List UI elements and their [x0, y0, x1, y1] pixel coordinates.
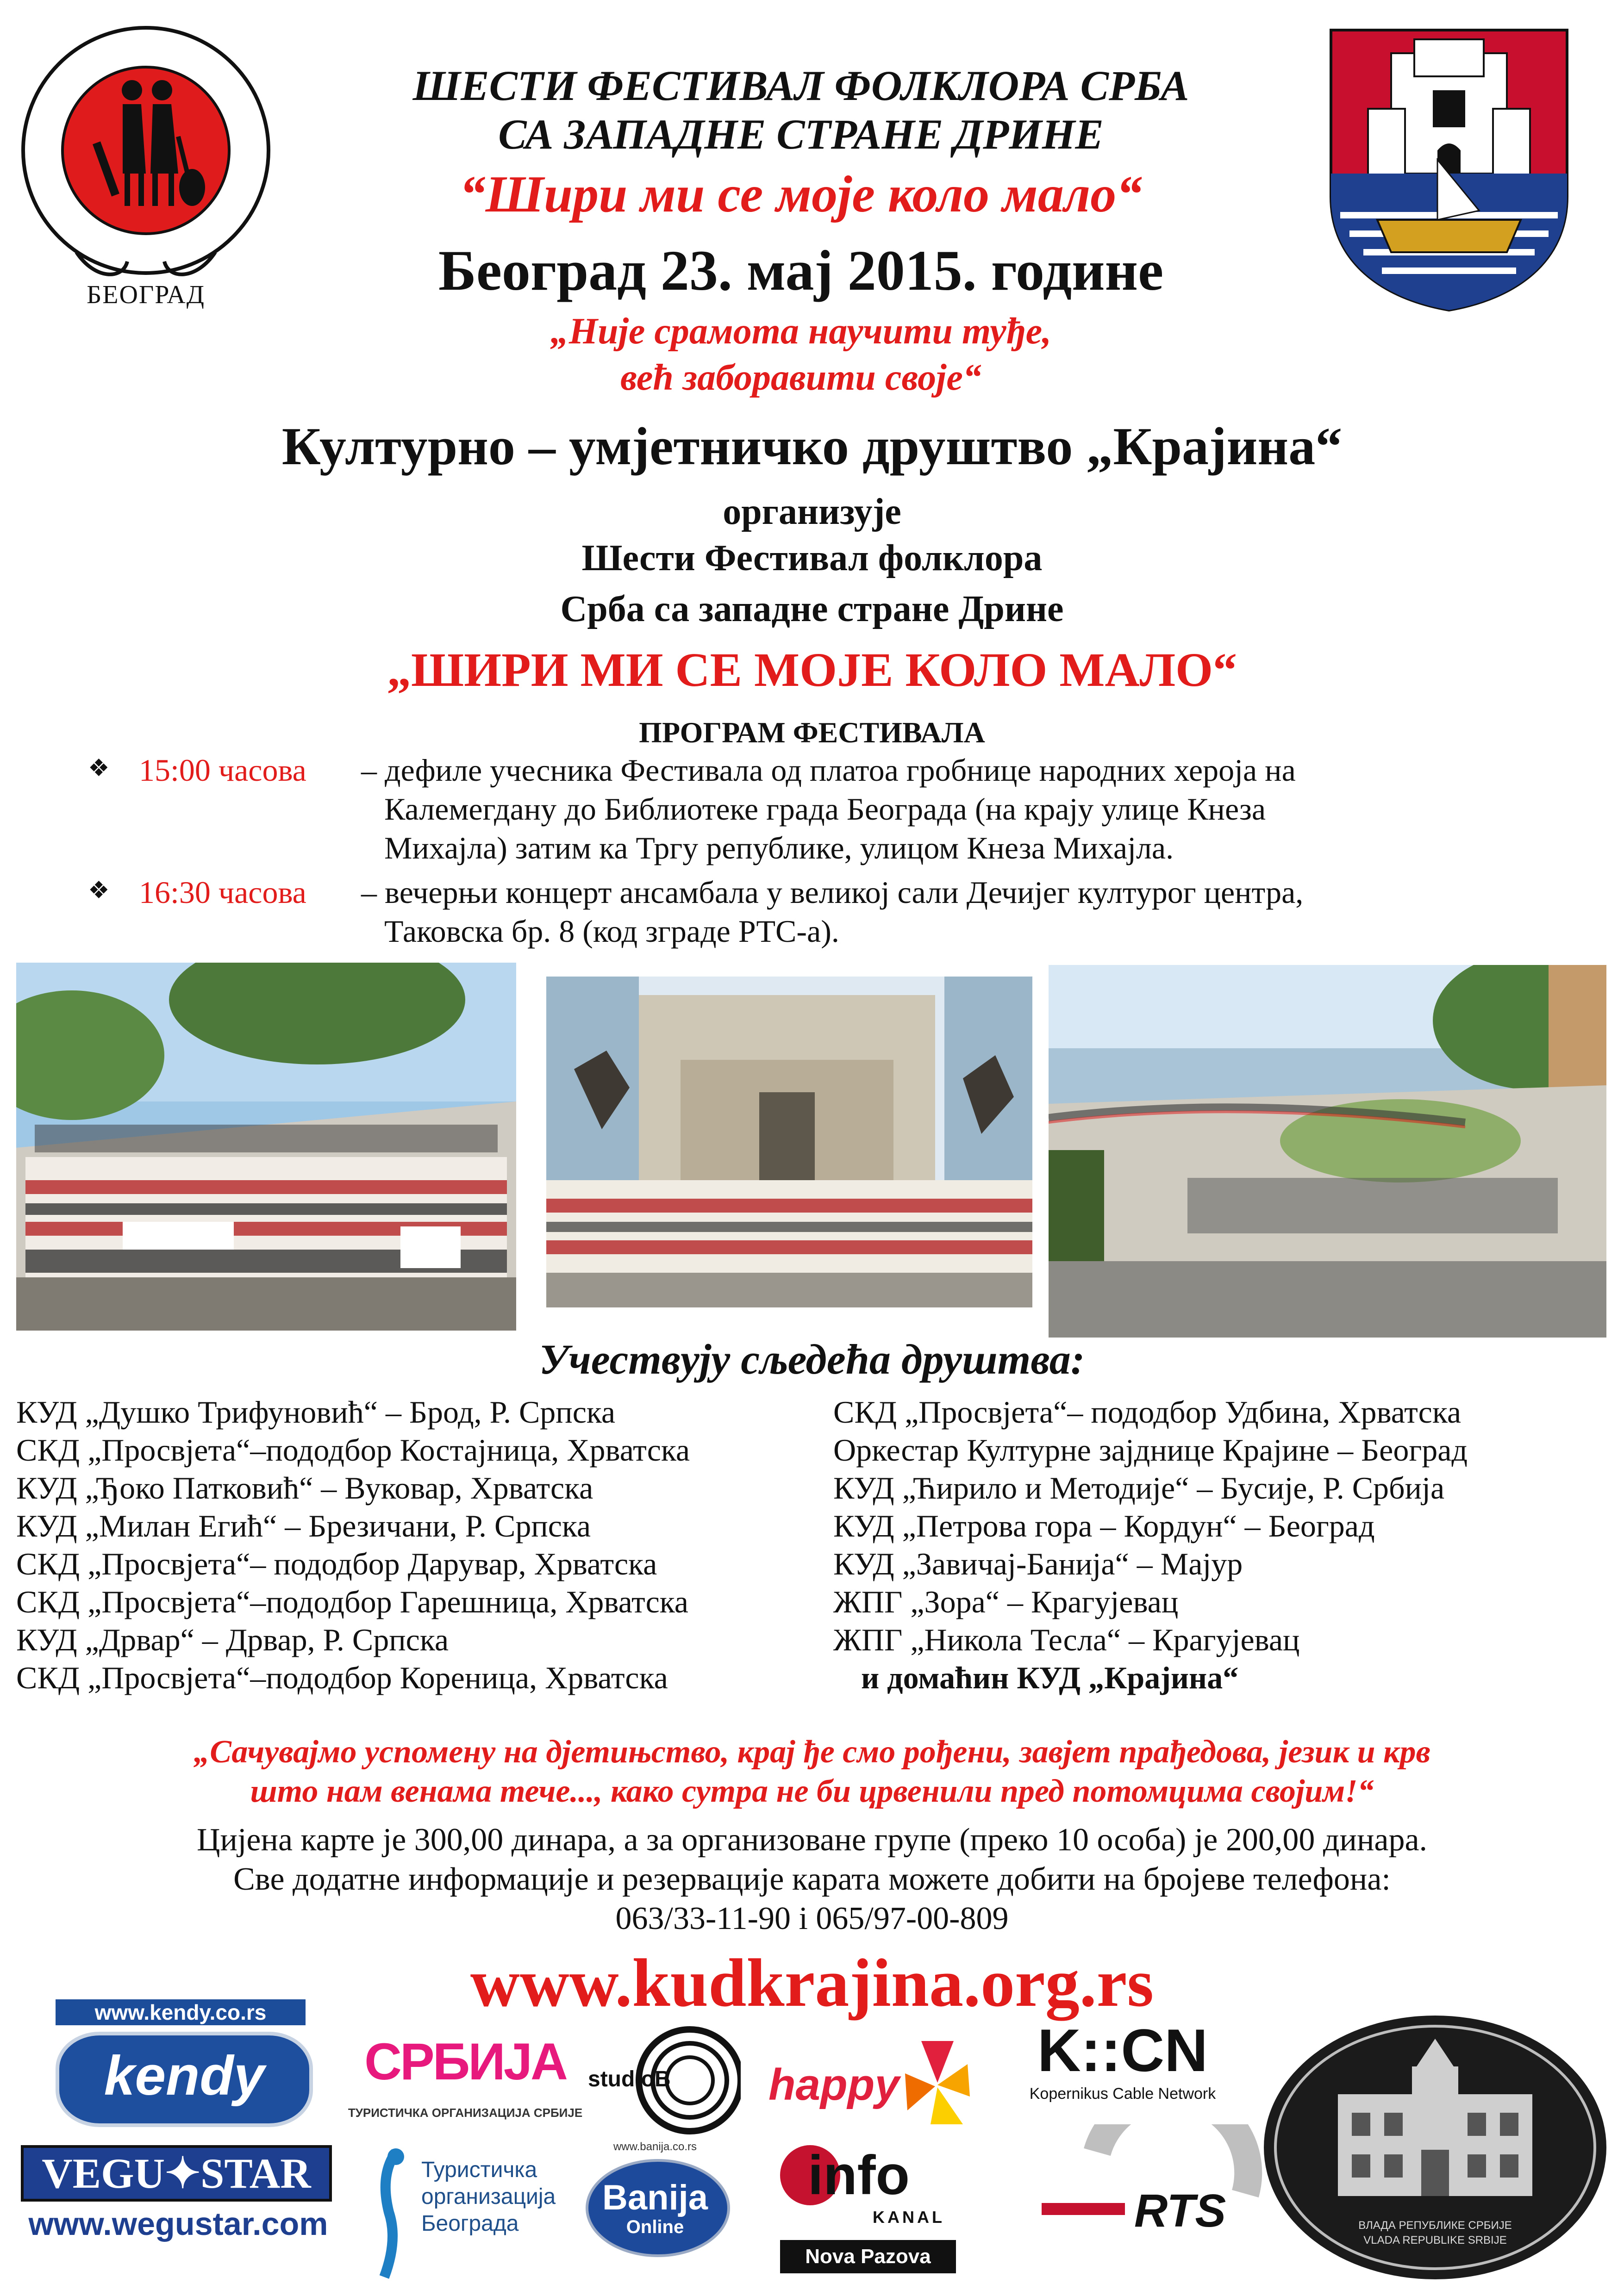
list-item: СКД „Просвјета“– пододбор Дарувар, Хрватска: [16, 1546, 657, 1581]
program-time: 16:30 часова: [139, 875, 306, 910]
festival-photo-3: [1049, 965, 1606, 1338]
srbija-wordmark: СРБИЈА: [364, 2033, 566, 2091]
program-heading: ПРОГРАМ ФЕСТИВАЛА: [639, 716, 985, 749]
header-slogan: “Шири ми се моје коло мало“: [459, 166, 1143, 223]
list-item: КУД „Милан Егић“ – Брезичани, Р. Српска: [16, 1508, 591, 1543]
program-text: Михајла) затим ка Тргу републике, улицом Кнеза Михајла.: [384, 830, 1174, 865]
logo-city: БЕОГРАД: [87, 280, 205, 309]
list-item: СКД „Просвјета“–пододбор Костајница, Хрватска: [16, 1432, 690, 1468]
phone-numbers: 063/33-11-90 i 065/97-00-809: [615, 1901, 1009, 1936]
header-line-2: СА ЗАПАДНЕ СТРАНЕ ДРИНЕ: [498, 111, 1104, 158]
banija-online: Online: [626, 2217, 684, 2237]
program-text: – дефиле учесника Фестивала од платоа гробнице народних хероја на: [361, 753, 1296, 788]
program-text: – вечерњи концерт ансамбала у великој сали Дечијег културог центра,: [361, 875, 1304, 910]
tourist-org-belgrade-logo: [370, 2147, 569, 2286]
festival-photo-1: [16, 963, 516, 1331]
list-item: СКД „Просвјета“– пододбор Удбина, Хрватска: [833, 1394, 1462, 1430]
kcn-wordmark: K::CN: [1037, 2016, 1208, 2084]
kendy-wordmark: kendy: [104, 2045, 265, 2107]
studio-b-wordmark: studioB: [588, 2067, 671, 2091]
list-item: ЖПГ „Никола Тесла“ – Крагујевац: [833, 1622, 1300, 1657]
program-text: Таковска бр. 8 (код зграде РТС-а).: [384, 914, 839, 949]
vegu-star-logo: [21, 2145, 336, 2252]
festival-line-2: Срба са западне стране Дрине: [560, 589, 1064, 629]
proverb-line-1: „Није срамота научити туђе,: [550, 311, 1052, 352]
proverb-line-2: већ заборавити своје“: [620, 357, 981, 398]
rts-logo: [1032, 2124, 1264, 2263]
list-item: КУД „Ђоко Патковић“ – Вуковар, Хрватска: [16, 1470, 593, 1506]
government-seal-logo: [1259, 2011, 1611, 2284]
srbija-subtitle: ТУРИСТИЧКА ОРГАНИЗАЦИЈА СРБИЈЕ: [348, 2106, 583, 2120]
kcn-logo: [1002, 2018, 1243, 2110]
ticket-price: Цијена карте је 300,00 динара, а за организоване групе (преко 10 особа) је 200,00 динара.: [196, 1822, 1428, 1858]
program-text: Калемегдану до Библиотеке града Београда (на крају улице Кнеза: [384, 791, 1266, 827]
government-label: ВЛАДА РЕПУБЛИКЕ СРБИЈЕ: [1358, 2219, 1512, 2232]
srbija-tourism-logo: [345, 2027, 586, 2134]
bullet-icon: ❖: [88, 755, 110, 782]
list-item: КУД „Завичај-Банија“ – Мајур: [833, 1546, 1243, 1581]
list-item: Оркестар Културне зајднице Крајине – Београд: [833, 1432, 1468, 1468]
kcn-subtitle: Kopernikus Cable Network: [1029, 2085, 1216, 2103]
festival-photo-2: [546, 977, 1032, 1307]
vegu-url: www.wegustar.com: [28, 2206, 328, 2242]
participants-left-list: [16, 1393, 826, 1697]
list-item: КУД „Душко Трифуновић“ – Брод, Р. Српска: [16, 1394, 616, 1430]
banija-url: www.banija.co.rs: [613, 2140, 697, 2153]
list-item: ЖПГ „Зора“ – Крагујевац: [833, 1584, 1179, 1619]
organizer-verb: организује: [723, 492, 901, 532]
government-label-latin: VLADA REPUBLIKE SRBIJE: [1363, 2234, 1507, 2246]
festival-title: „ШИРИ МИ СЕ МОЈЕ КОЛО МАЛО“: [387, 643, 1237, 697]
rts-wordmark: RTS: [1134, 2185, 1226, 2237]
logo-ring-text: [16, 21, 21, 25]
banija-online-logo: [576, 2140, 734, 2256]
belgrade-coat-of-arms-icon: [1322, 21, 1576, 315]
quote-line-1: „Сачувајмо успомену на дјетињство, крај ђе смо рођени, завјет прађедова, језик и крв: [194, 1734, 1430, 1770]
program-time: 15:00 часова: [139, 753, 306, 788]
tob-text: Туристичка организација Београда: [421, 2158, 556, 2236]
header-line-1: ШЕСТИ ФЕСТИВАЛ ФОЛКЛОРА СРБА: [412, 62, 1189, 109]
vegu-wordmark: VEGU✦STAR: [21, 2145, 332, 2202]
happy-logo: [768, 2032, 972, 2147]
quote-line-2: што нам венама тече..., како сутра не би црвенили пред потомцима својим!“: [250, 1773, 1374, 1809]
host-club: и домаћин КУД „Крајина“: [861, 1660, 1239, 1695]
participants-heading: Учествују сљедећа друштва:: [539, 1336, 1085, 1383]
info-subtitle: Nova Pazova: [780, 2240, 956, 2273]
studio-b-logo: [588, 2022, 741, 2138]
festival-line-1: Шести Фестивал фолклора: [581, 538, 1043, 579]
list-item: КУД „Дрвар“ – Дрвар, Р. Српска: [16, 1622, 449, 1657]
header-date: Београд 23. мај 2015. године: [438, 239, 1164, 302]
list-item: КУД „Ћирило и Методије“ – Бусије, Р. Србија: [833, 1470, 1445, 1506]
ticket-info: Све додатне информације и резервације карата можете добити на бројеве телефона:: [233, 1861, 1391, 1897]
organizer-name: Културно – умјетничко друштво „Крајина“: [281, 417, 1343, 476]
participants-right-list: [833, 1393, 1611, 1697]
list-item: СКД „Просвјета“–пододбор Гарешница, Хрватска: [16, 1584, 688, 1619]
banija-wordmark: Banija: [602, 2178, 708, 2217]
happy-wordmark: happy: [768, 2060, 899, 2109]
list-item: КУД „Петрова гора – Кордун“ – Београд: [833, 1508, 1375, 1543]
kud-krajina-logo: [16, 21, 275, 308]
kendy-url: www.kendy.co.rs: [56, 1999, 306, 2025]
bullet-icon: ❖: [88, 877, 110, 904]
website-link[interactable]: www.kudkrajina.org.rs: [470, 1945, 1154, 2021]
info-wordmark: info: [808, 2144, 910, 2206]
info-kanal: KANAL: [873, 2208, 945, 2227]
info-kanal-logo: [780, 2145, 956, 2284]
kendy-logo: [46, 1999, 315, 2129]
list-item: СКД „Просвјета“–пододбор Кореница, Хрватска: [16, 1660, 668, 1695]
